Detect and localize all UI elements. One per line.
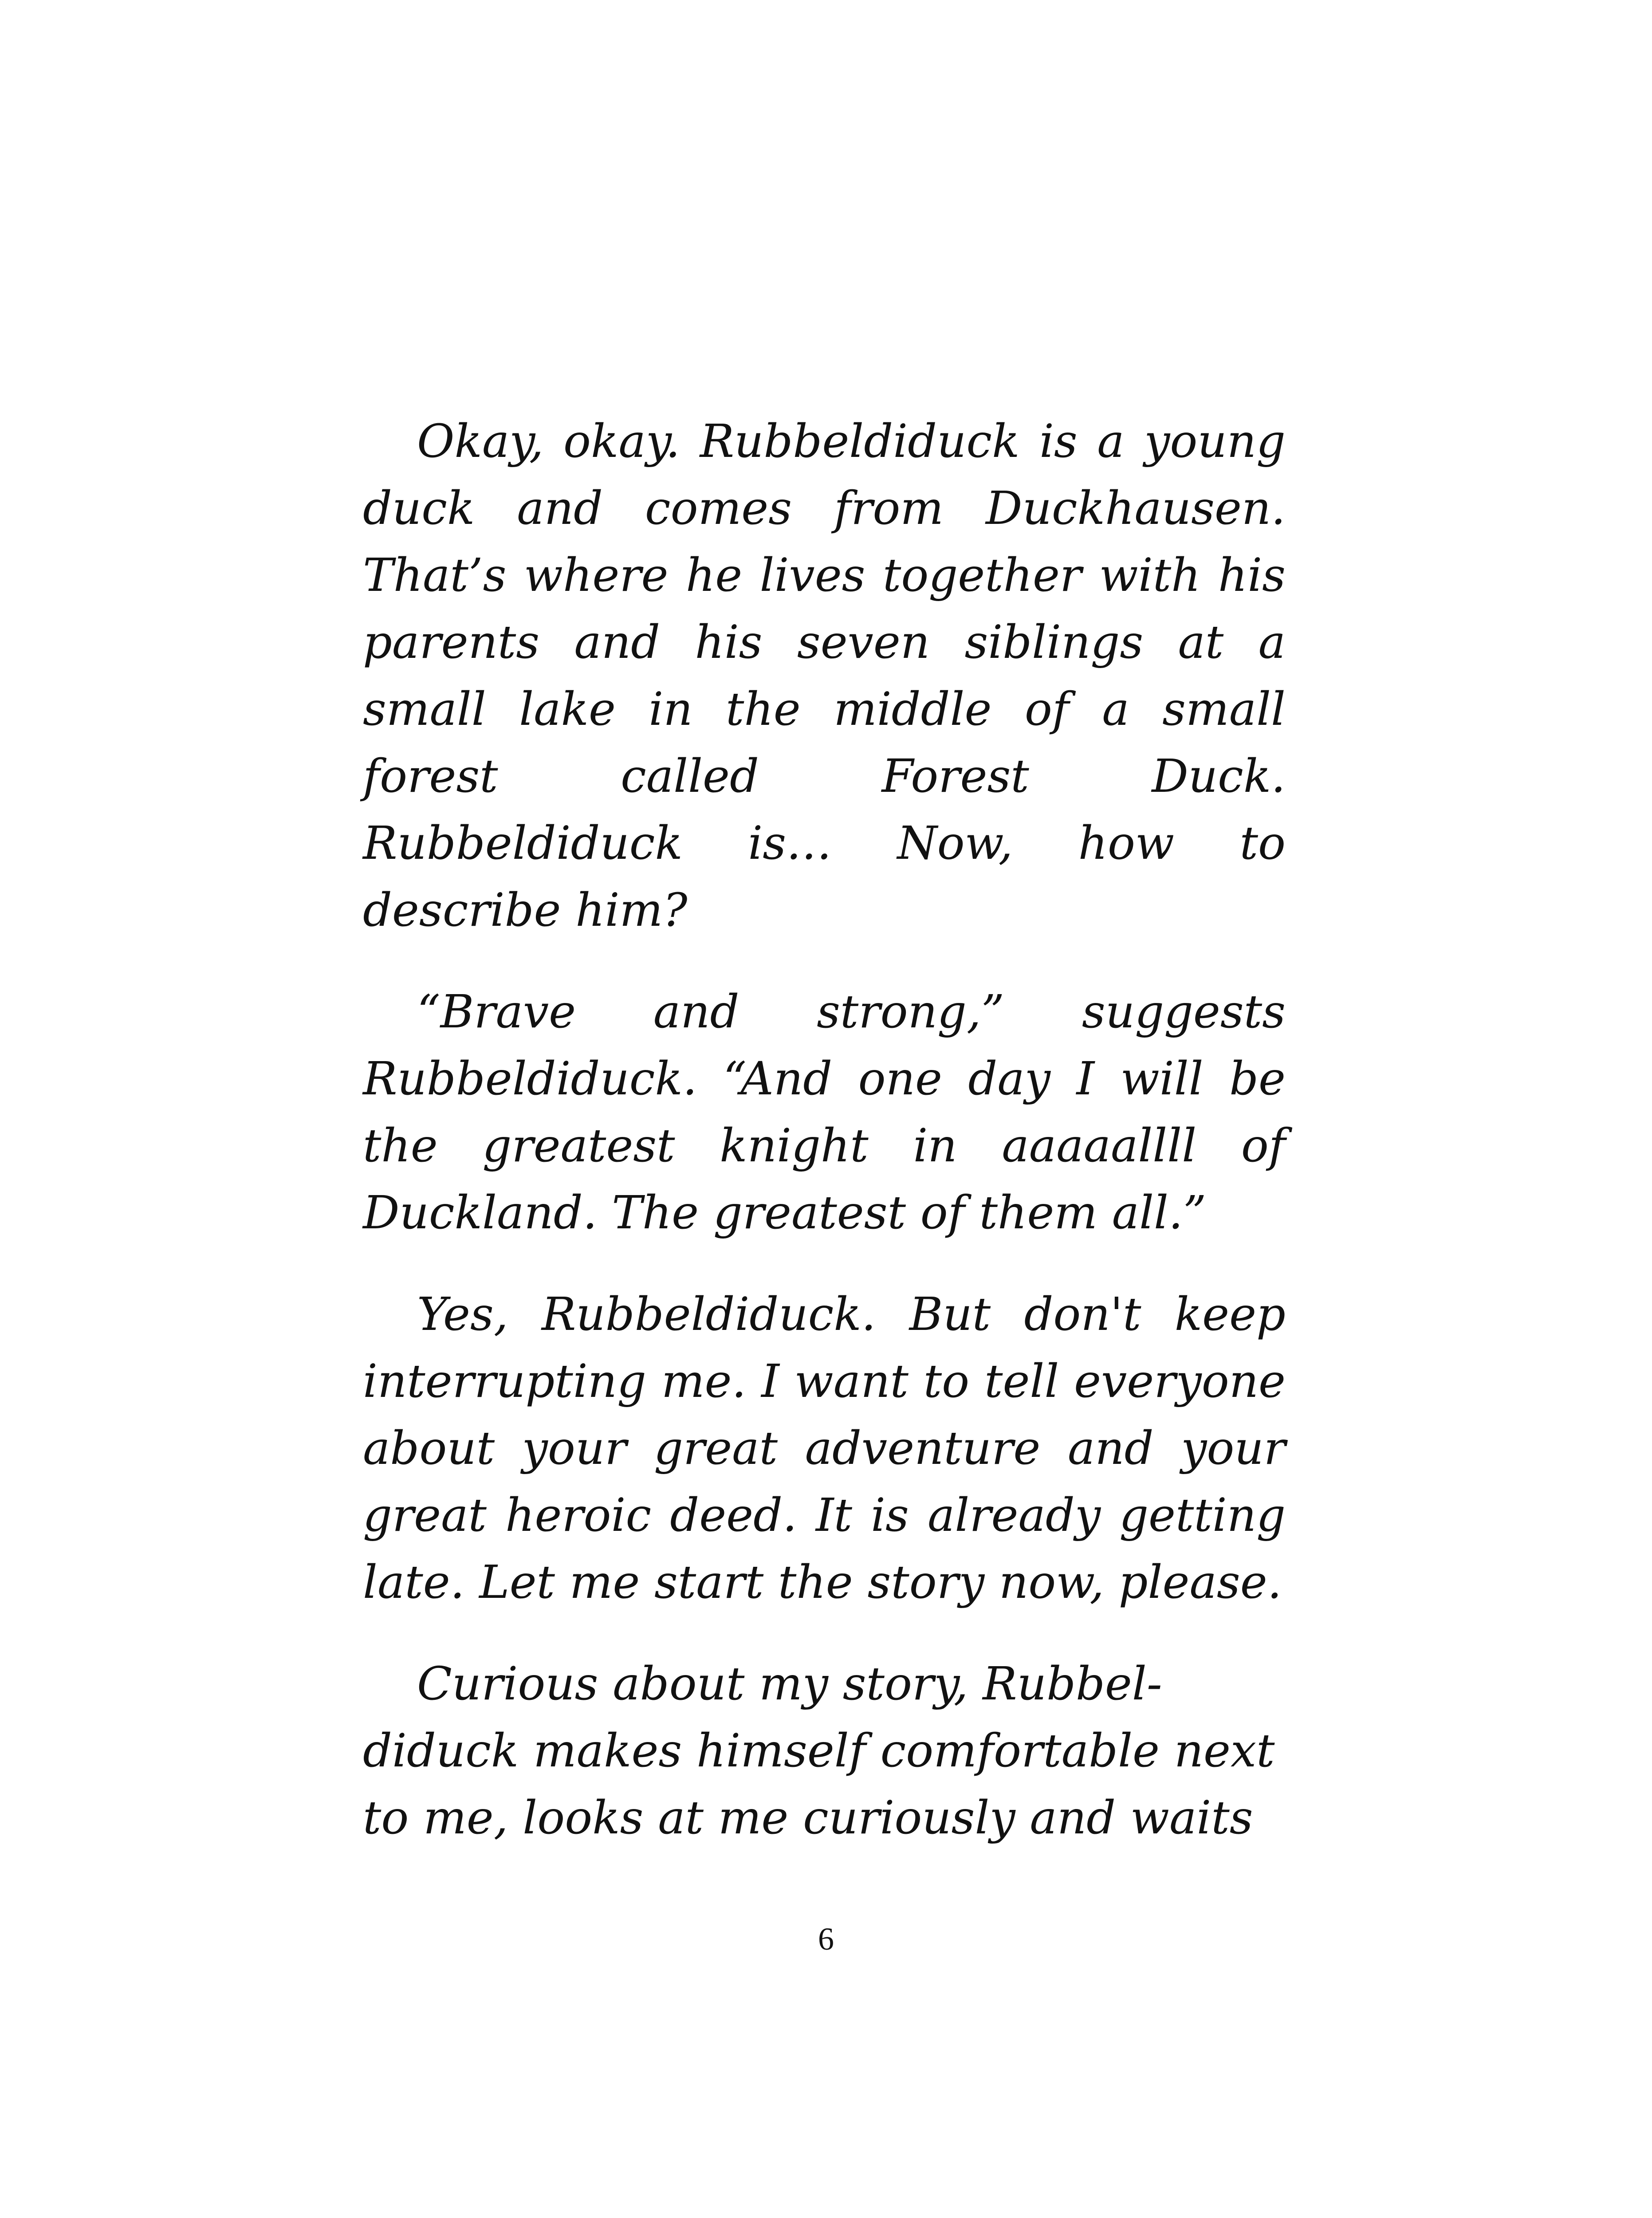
story-text	[363, 408, 1286, 1852]
paragraph-3: Yes, Rubbeldiduck. But don't keep interrupting me. I want to tell everyone about your great adventure and your great heroic deed. It is already getting late. Let me start the story now, please.	[363, 1288, 1286, 1609]
paragraph-1: Okay, okay. Rubbeldiduck is a young duck and comes from Duckhausen. That’s where he lives together with his parents and his seven siblings at a small lake in the middle of a small forest called Forest Duck. Rubbeldiduck is… Now, how to describe him?	[363, 415, 1286, 937]
paragraph-2: “Brave and strong,” suggests Rubbeldiduck. “And one day I will be the greatest knight in aaaaallll of Duckland. The greatest of them all.”	[363, 985, 1286, 1239]
paragraph-4: Curious about my story, Rubbeldiduck makes himself comfortable next to me, looks at me curiously and waits	[363, 1657, 1275, 1844]
page-number: 6	[818, 1921, 834, 1957]
